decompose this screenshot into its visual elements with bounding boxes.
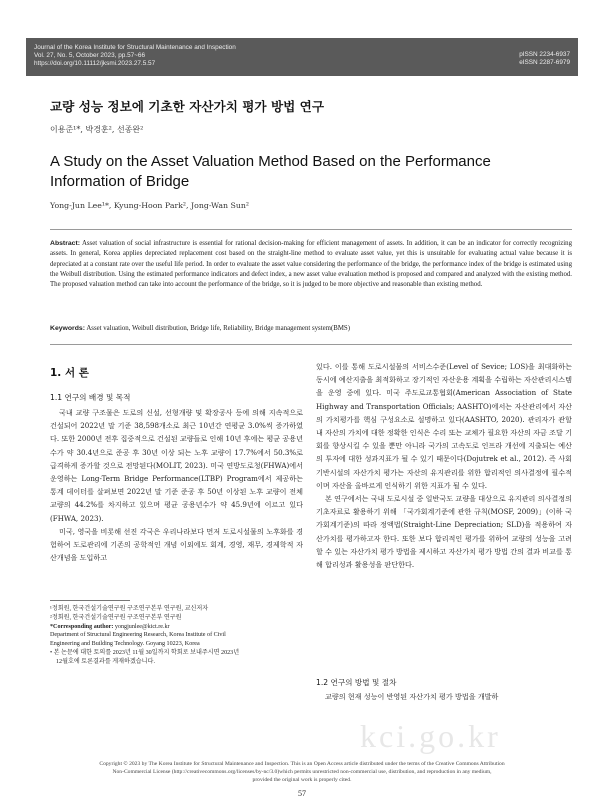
keywords-text: Asset valuation, Weibull distribution, Bridge life, Reliability, Bridge management system(BMS) [86, 325, 351, 332]
copyright-line: provided the original work is properly cited. [252, 777, 352, 783]
footnote: • 본 논문에 대한 토의를 2023년 11월 30일까지 학회로 보내주시면 2023년 [50, 649, 240, 656]
title-korean: 교량 성능 정보에 기초한 자산가치 평가 방법 연구 [50, 99, 325, 114]
paragraph: 본 연구에서는 국내 도로시설 중 일반국도 교량을 대상으로 유지관리 의사결정의 기초자료로 활용하기 위해 「국가회계기준에 관한 규칙(MOSF, 2009)」(이하 국가회계기준)의 따라 정액법(Straight-Line Depreciation; SLD)을 적용하여 자산가치를 평가하고자 한다. 또한 보다 합리적인 평가를 위하여 교량의 성능을 고려할 수 있는 자산가치 평가 방법을 제시하고 자산가치 평가 방법 간의 결과 비교를 통해 합리성과 활용성을 판단한다. [316, 494, 572, 570]
footnote: Engineering and Building Technology. Goyang 10223, Korea [50, 641, 200, 648]
journal-volume: Vol. 27, No. 5, October 2023, pp.57~66 [34, 52, 146, 59]
abstract-bottom-rule [50, 344, 572, 345]
footnote: ¹정회원, 한국건설기술연구원 구조연구본부 연구원, 교신저자 [50, 606, 209, 612]
copyright-notice [34, 760, 570, 784]
footnote-corresponding [50, 623, 303, 632]
copyright-line: Non-Commercial License (http://creativecommons.org/licenses/by-nc/3.0)which permits unrestricted non-commercial use, distribution, and reproduction in any medium, [112, 769, 492, 775]
journal-name: Journal of the Korea Institute for Structural Maintenance and Inspection [34, 44, 236, 51]
footnote: Department of Structural Engineering Research, Korea Institute of Civil [50, 632, 226, 639]
authors-english: Yong-Jun Lee¹*, Kyung-Hoon Park², Jong-Wan Sun² [50, 201, 250, 210]
right-column [316, 360, 572, 571]
journal-banner [26, 38, 578, 76]
copyright-line: Copyright © 2023 by The Korea Institute for Structural Maintenance and Inspection. This is an Open Access article distributed under the terms of the Creative Commons Attribution [99, 761, 505, 767]
left-column [50, 406, 303, 564]
title-english: A Study on the Asset Valuation Method Based on the Performance Information of Bridge [50, 153, 491, 190]
paragraph: 미국, 영국을 비롯해 선진 각국은 우리나라보다 먼저 도로시설물의 노후화를 경험하여 도로관리에 기존의 공학적인 개념 이외에도 회계, 경영, 재무, 경제학적 자산개념을 도입하고 [50, 526, 303, 563]
watermark: kci.go.kr [360, 718, 501, 754]
pissn: pISSN 2234-6937 [519, 51, 570, 58]
page-number: 57 [298, 789, 306, 798]
abstract [50, 239, 572, 290]
subsection-heading-background: 1.1 연구의 배경 및 목적 [50, 393, 131, 402]
journal-doi[interactable]: https://doi.org/10.11112/jksmi.2023.27.5.57 [34, 60, 156, 67]
footnote-label: *Corresponding author: [50, 623, 114, 630]
paragraph: 교량의 현재 성능이 반영된 자산가치 평가 방법을 개발하 [325, 692, 499, 701]
authors-korean: 이용준¹*, 박경훈², 선종완² [50, 125, 144, 134]
footnotes [50, 605, 303, 667]
section-heading-introduction: 1. 서 론 [50, 367, 89, 379]
footnote: 12월호에 토론결과를 게재하겠습니다. [56, 658, 155, 665]
right-column-continued [316, 690, 572, 703]
abstract-text: Asset valuation of social infrastructure is essential for rational decision-making for efficient management of assets. In addition, it can be an indicator for correctly recognizing assets. In general, Korea applies depreciated replacement cost based on the straight-line method to evaluate asset value, yet this is unsuitable for evaluating actual value because it is depreciated at a constant rate over the useful life period. In order to evaluate the asset value considering the performance of the bridge, the performance index of the bridge is estimated using the Weibull distribution. Using the estimated performance indicators and defect index, a new asset value evaluation method is proposed and compared and analyzed with the existing method. The proposed valuation method can take into account the performance of the bridge, so it is judged to be more objective and reasonable than existing method. [50, 240, 572, 289]
footnote: ²정회원, 한국건설기술연구원 구조연구본부 연구원 [50, 614, 182, 621]
abstract-top-rule [50, 229, 572, 230]
paragraph: 국내 교량 구조물은 도로의 신설, 선형개량 및 확장공사 등에 의해 지속적으로 건설되어 2022년 말 기준 38,598개소로 최근 10년간 연평균 3.0%씩 증가하였다. 또한 2000년 전후 집중적으로 건설된 교량들로 인해 10년 후에는 평균 공용년수가 약 30.4년으로 준공 후 30년 이상 되는 노후 교량이 17.7%에서 50.3%로 급격하게 증가할 것으로 전망된다(MOLIT, 2023). 미국 연방도로청(FHWA)에서 운영하는 Long-Term Bridge Performance(LTBP) Program에서 제공하는 통계 데이터를 살펴보면 2022년 말 기준 준공 후 50년 이상된 노후 교량이 전체 교량의 44.2%를 차지하고 있으며 평균 공용년수가 약 45.9년에 이르고 있다(FHWA, 2023). [50, 408, 303, 523]
keywords [50, 325, 572, 332]
abstract-label: Abstract: [50, 240, 81, 247]
eissn: eISSN 2287-6979 [519, 59, 570, 66]
keywords-label: Keywords: [50, 325, 85, 332]
subsection-heading-method: 1.2 연구의 방법 및 절차 [316, 678, 397, 687]
footnote-rule [50, 600, 130, 601]
corresponding-email[interactable]: yongjunlee@kict.re.kr [114, 623, 170, 630]
paragraph: 있다. 이를 통해 도로시설물의 서비스수준(Level of Sevice; LOS)을 최대화하는 동시에 예산지출을 최적화하고 장기적인 자산운용 계획을 수립하는 자산관리시스템을 운영 중에 있다. 미국 주도로교통협회(American Association of State Highway and Transportation Officials; AASHTO)에서는 자산관리에서 자산의 가치평가를 핵심 구성요소로 설명하고 있다(AASHTO, 2020). 관리자가 관할 내 자산의 가치에 대한 정확한 인식은 수리 또는 교체가 필요한 자산의 자금 조달 기회를 향상시킬 수 있을 뿐만 아니라 국가의 고속도로 인프라 개선에 지출되는 예산의 투자에 대한 성과지표가 될 수 있기 때문이다(Dojutrek et al., 2012). 즉 사회기반시설의 자산가치 평가는 자산의 유지관리를 위한 합리적인 의사결정에 필수적이며 자산을 올바르게 인식하기 위한 지표가 될 수 있다. [316, 362, 572, 490]
